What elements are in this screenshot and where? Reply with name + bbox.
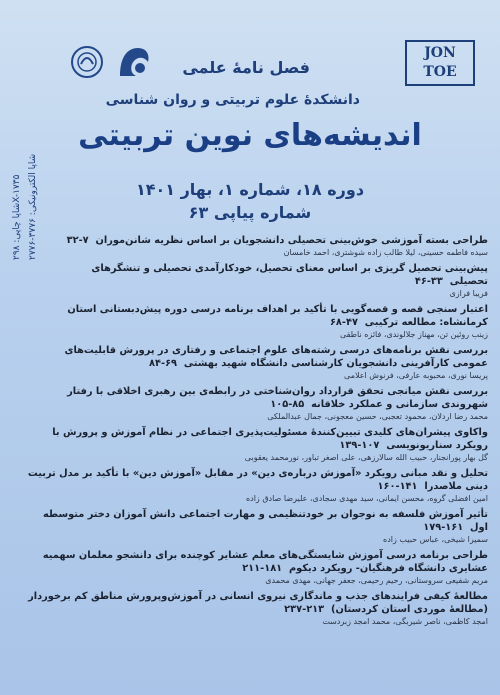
article-title: اعتبار سنجی قصه و قصه‌گویی با تأکید بر اهداف برنامه درسی دوره پیش‌دبستانی استان کرمانشاه: مطالعه ترکیبی ۴۷-۶۸ [67,304,488,328]
article-pages: ۱۶۱-۱۷۹ [423,522,464,533]
issn-block [12,50,46,260]
article-authors: گل بهار پورانجنار، حبیب الله سالارزهی، علی اصغر تباور، نورمحمد یعقوبی [244,453,488,462]
article-authors: محمد رضا اردلان، محمود تعجبی، حسین معجونی، جمال عبدالملکی [267,412,488,421]
article-pages: ۱۸۱-۲۱۱ [242,563,283,574]
article-pages: ۴۷-۶۸ [329,317,358,328]
article-title: بررسی نقش میانجی تحقق قرارداد روان‌شناختی در رابطه‌ی بین رهبری اخلاقی با رفتار شهروندی سازمانی و عملکرد خلاقانه ۸۵-۱۰۵ [67,386,488,410]
article-title: واکاوی پیشران‌های کلیدی تبیین‌کنندهٔ مسئولیت‌پذیری اجتماعی در نظام آموزش و پرورش با رویکرد سناریونویسی ۱۰۷-۱۳۹ [52,427,488,451]
article-entry [26,590,488,627]
article-pages: ۳۳-۴۶ [414,276,443,287]
issn-print: شاپا چاپی: ۲۹۸X-۱۷۳۵ [12,174,22,260]
article-authors: پریسا نوری، محبوبه عارفی، فرنوش اعلامی [344,371,488,380]
article-entry [26,385,488,422]
faculty-name: دانشکدهٔ علوم تربیتی و روان شناسی [105,92,360,108]
article-title: طراحی برنامه درسی آموزش شایستگی‌های معلم عشایر کوچنده برای دانشجو معلمان سهمیه عشایری دانشگاه فرهنگیان- رویکرد دیکوم ۱۸۱-۲۱۱ [42,550,488,574]
article-entry [26,426,488,463]
article-entry [26,508,488,545]
article-pages: ۸۵-۱۰۵ [270,399,305,410]
article-pages: ۲۱۳-۲۳۷ [284,604,325,615]
faculty-emblem-icon [70,42,104,82]
article-entry [26,344,488,381]
article-authors: سیده فاطمه حسینی، لیلا طالب زاده شوشتری، احمد خامسان [283,248,488,257]
journal-type: فصل نامهٔ علمی [182,58,310,77]
article-entry [26,549,488,586]
article-pages: ۷-۳۲ [66,235,89,246]
article-pages: ۱۴۱-۱۶۰ [377,481,418,492]
article-entry [26,262,488,299]
journal-title: اندیشه‌های نوین تربیتی [78,118,422,153]
issn-online: شاپا الکترونیکی: ۳۷۷۶-۲۷۷۶ [28,153,38,260]
article-authors: امین افضلی گروه، محسن ایمانی، سید مهدی سجادی، علیرضا صادق زاده [245,494,488,503]
journal-logo: JON TOE [405,40,475,86]
article-title: مطالعهٔ کیفی فرایندهای جذب و ماندگاری نیروی انسانی در آموزش‌وپرورش مناطق کم برخوردار (مطالعهٔ موردی استان کردستان) ۲۱۳-۲۳۷ [28,591,488,615]
article-entry [26,303,488,340]
article-entry [26,234,488,258]
article-authors: امجد کاظمی، ناصر شیربگی، محمد امجد زبردست [322,617,488,626]
table-of-contents [26,234,488,631]
issue-info: دوره ۱۸، شماره ۱، بهار ۱۴۰۱ [135,180,365,199]
article-authors: زینب روئین تن، مهناز جلالوندی، فائزه ناطقی [339,330,488,339]
article-title: طراحی بسته آموزشی خوش‌بینی تحصیلی دانشجویان بر اساس نظریه شانن‌موران ۷-۳۲ [66,235,488,246]
serial-number: شماره پیاپی ۶۳ [188,203,312,222]
article-pages: ۶۹-۸۴ [149,358,178,369]
article-entry [26,467,488,504]
article-authors: مریم شفیعی سروستانی، رحیم رحیمی، جعفر جهانی، مهدی محمدی [265,576,488,585]
article-pages: ۱۰۷-۱۳۹ [339,440,380,451]
article-title: بررسی نقش برنامه‌های درسی رشته‌های علوم اجتماعی و رفتاری در پرورش قابلیت‌های عمومی کارآفرینی دانشجویان کارشناسی دانشگاه شهید بهشتی ۶۹-۸۴ [64,345,488,369]
article-title: تأثیر آموزش فلسفه به نوجوان بر خودتنظیمی و مهارت اجتماعی دانش آموزان دختر متوسطه اول ۱۶۱-۱۷۹ [42,509,488,533]
article-authors: سمیرا شیخی، عباس حبیب زاده [383,535,488,544]
university-logo-icon [114,42,154,82]
article-title: تحلیل و نقد مبانی رویکرد «آموزش درباره‌ی دین» در مقابل «آموزش دین» با تأکید بر مدل تربیت دینی ملاصدرا ۱۴۱-۱۶۰ [27,468,488,492]
article-authors: فریبا فرازی [449,289,488,298]
article-title: پیش‌بینی تحصیل گریزی بر اساس معنای تحصیل، خودکارآمدی تحصیلی و تنشگرهای تحصیلی ۳۳-۴۶ [91,263,488,287]
